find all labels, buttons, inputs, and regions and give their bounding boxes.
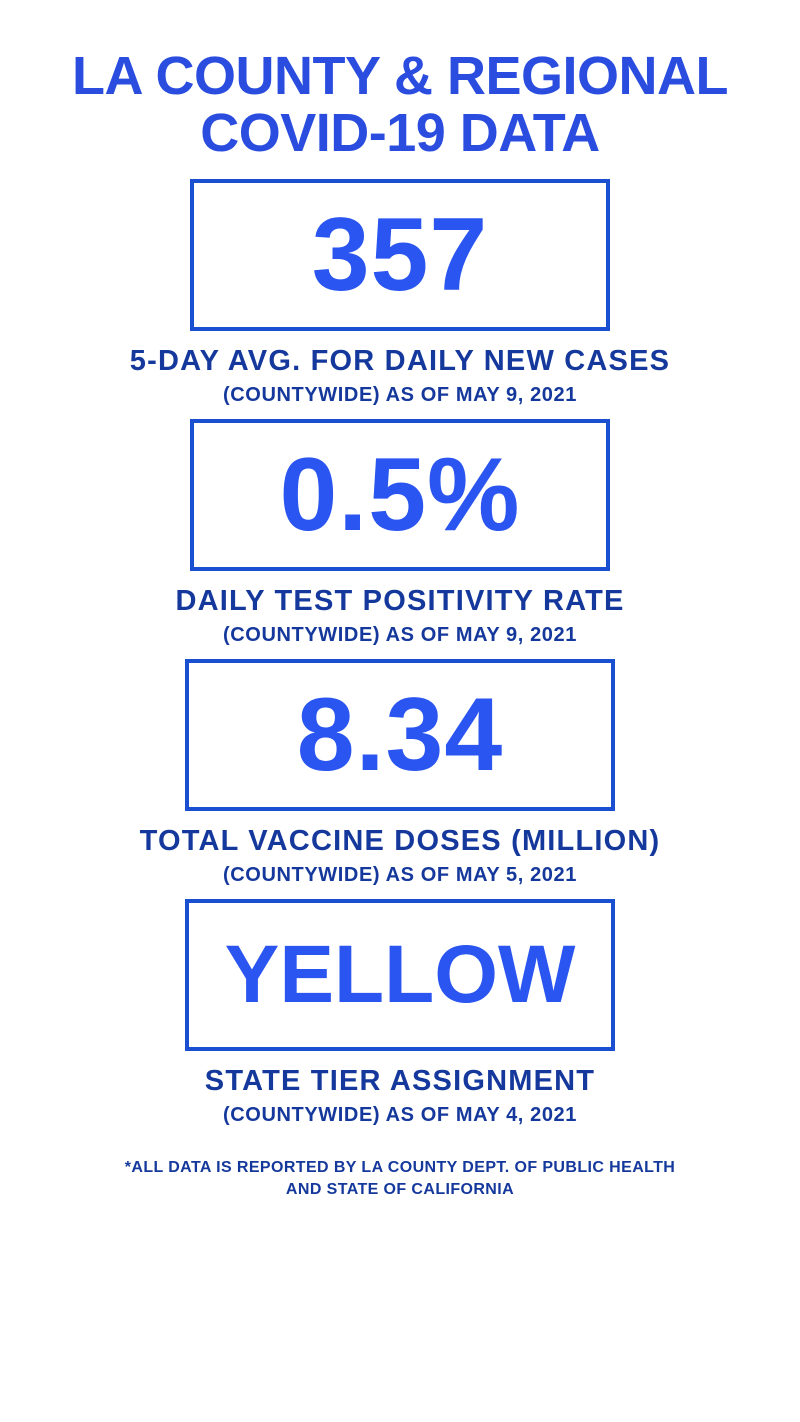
stat-label: DAILY TEST POSITIVITY RATE	[175, 585, 625, 618]
page-title-line-2: COVID-19 DATA	[200, 102, 600, 163]
stat-value-box	[190, 419, 610, 571]
stat-value: 357	[311, 197, 489, 314]
stat-subtitle: (COUNTYWIDE) AS OF MAY 4, 2021	[223, 1104, 577, 1127]
page-title	[20, 48, 780, 161]
stat-value: 8.34	[296, 677, 504, 794]
stat-value: YELLOW	[224, 929, 576, 1021]
page-title-line-1: LA COUNTY & REGIONAL	[71, 46, 728, 106]
stat-label: STATE TIER ASSIGNMENT	[204, 1065, 596, 1098]
stat-subtitle: (COUNTYWIDE) AS OF MAY 5, 2021	[222, 864, 577, 887]
stat-label: TOTAL VACCINE DOSES (MILLION)	[139, 825, 661, 858]
stat-value-box	[190, 179, 610, 331]
stat-block-test-positivity	[175, 419, 624, 647]
stat-block-vaccine-doses	[140, 659, 661, 887]
stat-block-daily-new-cases	[130, 179, 670, 407]
stat-value: 0.5%	[279, 437, 521, 554]
stat-subtitle: (COUNTYWIDE) AS OF MAY 9, 2021	[222, 624, 577, 647]
stat-label: 5-DAY AVG. FOR DAILY NEW CASES	[129, 345, 671, 378]
stat-value-box	[185, 899, 615, 1051]
footnote-line-2: AND STATE OF CALIFORNIA	[285, 1180, 515, 1198]
stat-subtitle: (COUNTYWIDE) AS OF MAY 9, 2021	[222, 384, 577, 407]
footnote-line-1: *ALL DATA IS REPORTED BY LA COUNTY DEPT. OF PUBLIC HEALTH	[124, 1159, 676, 1177]
stat-block-state-tier	[185, 899, 615, 1127]
footnote	[50, 1157, 750, 1200]
stat-value-box	[185, 659, 615, 811]
